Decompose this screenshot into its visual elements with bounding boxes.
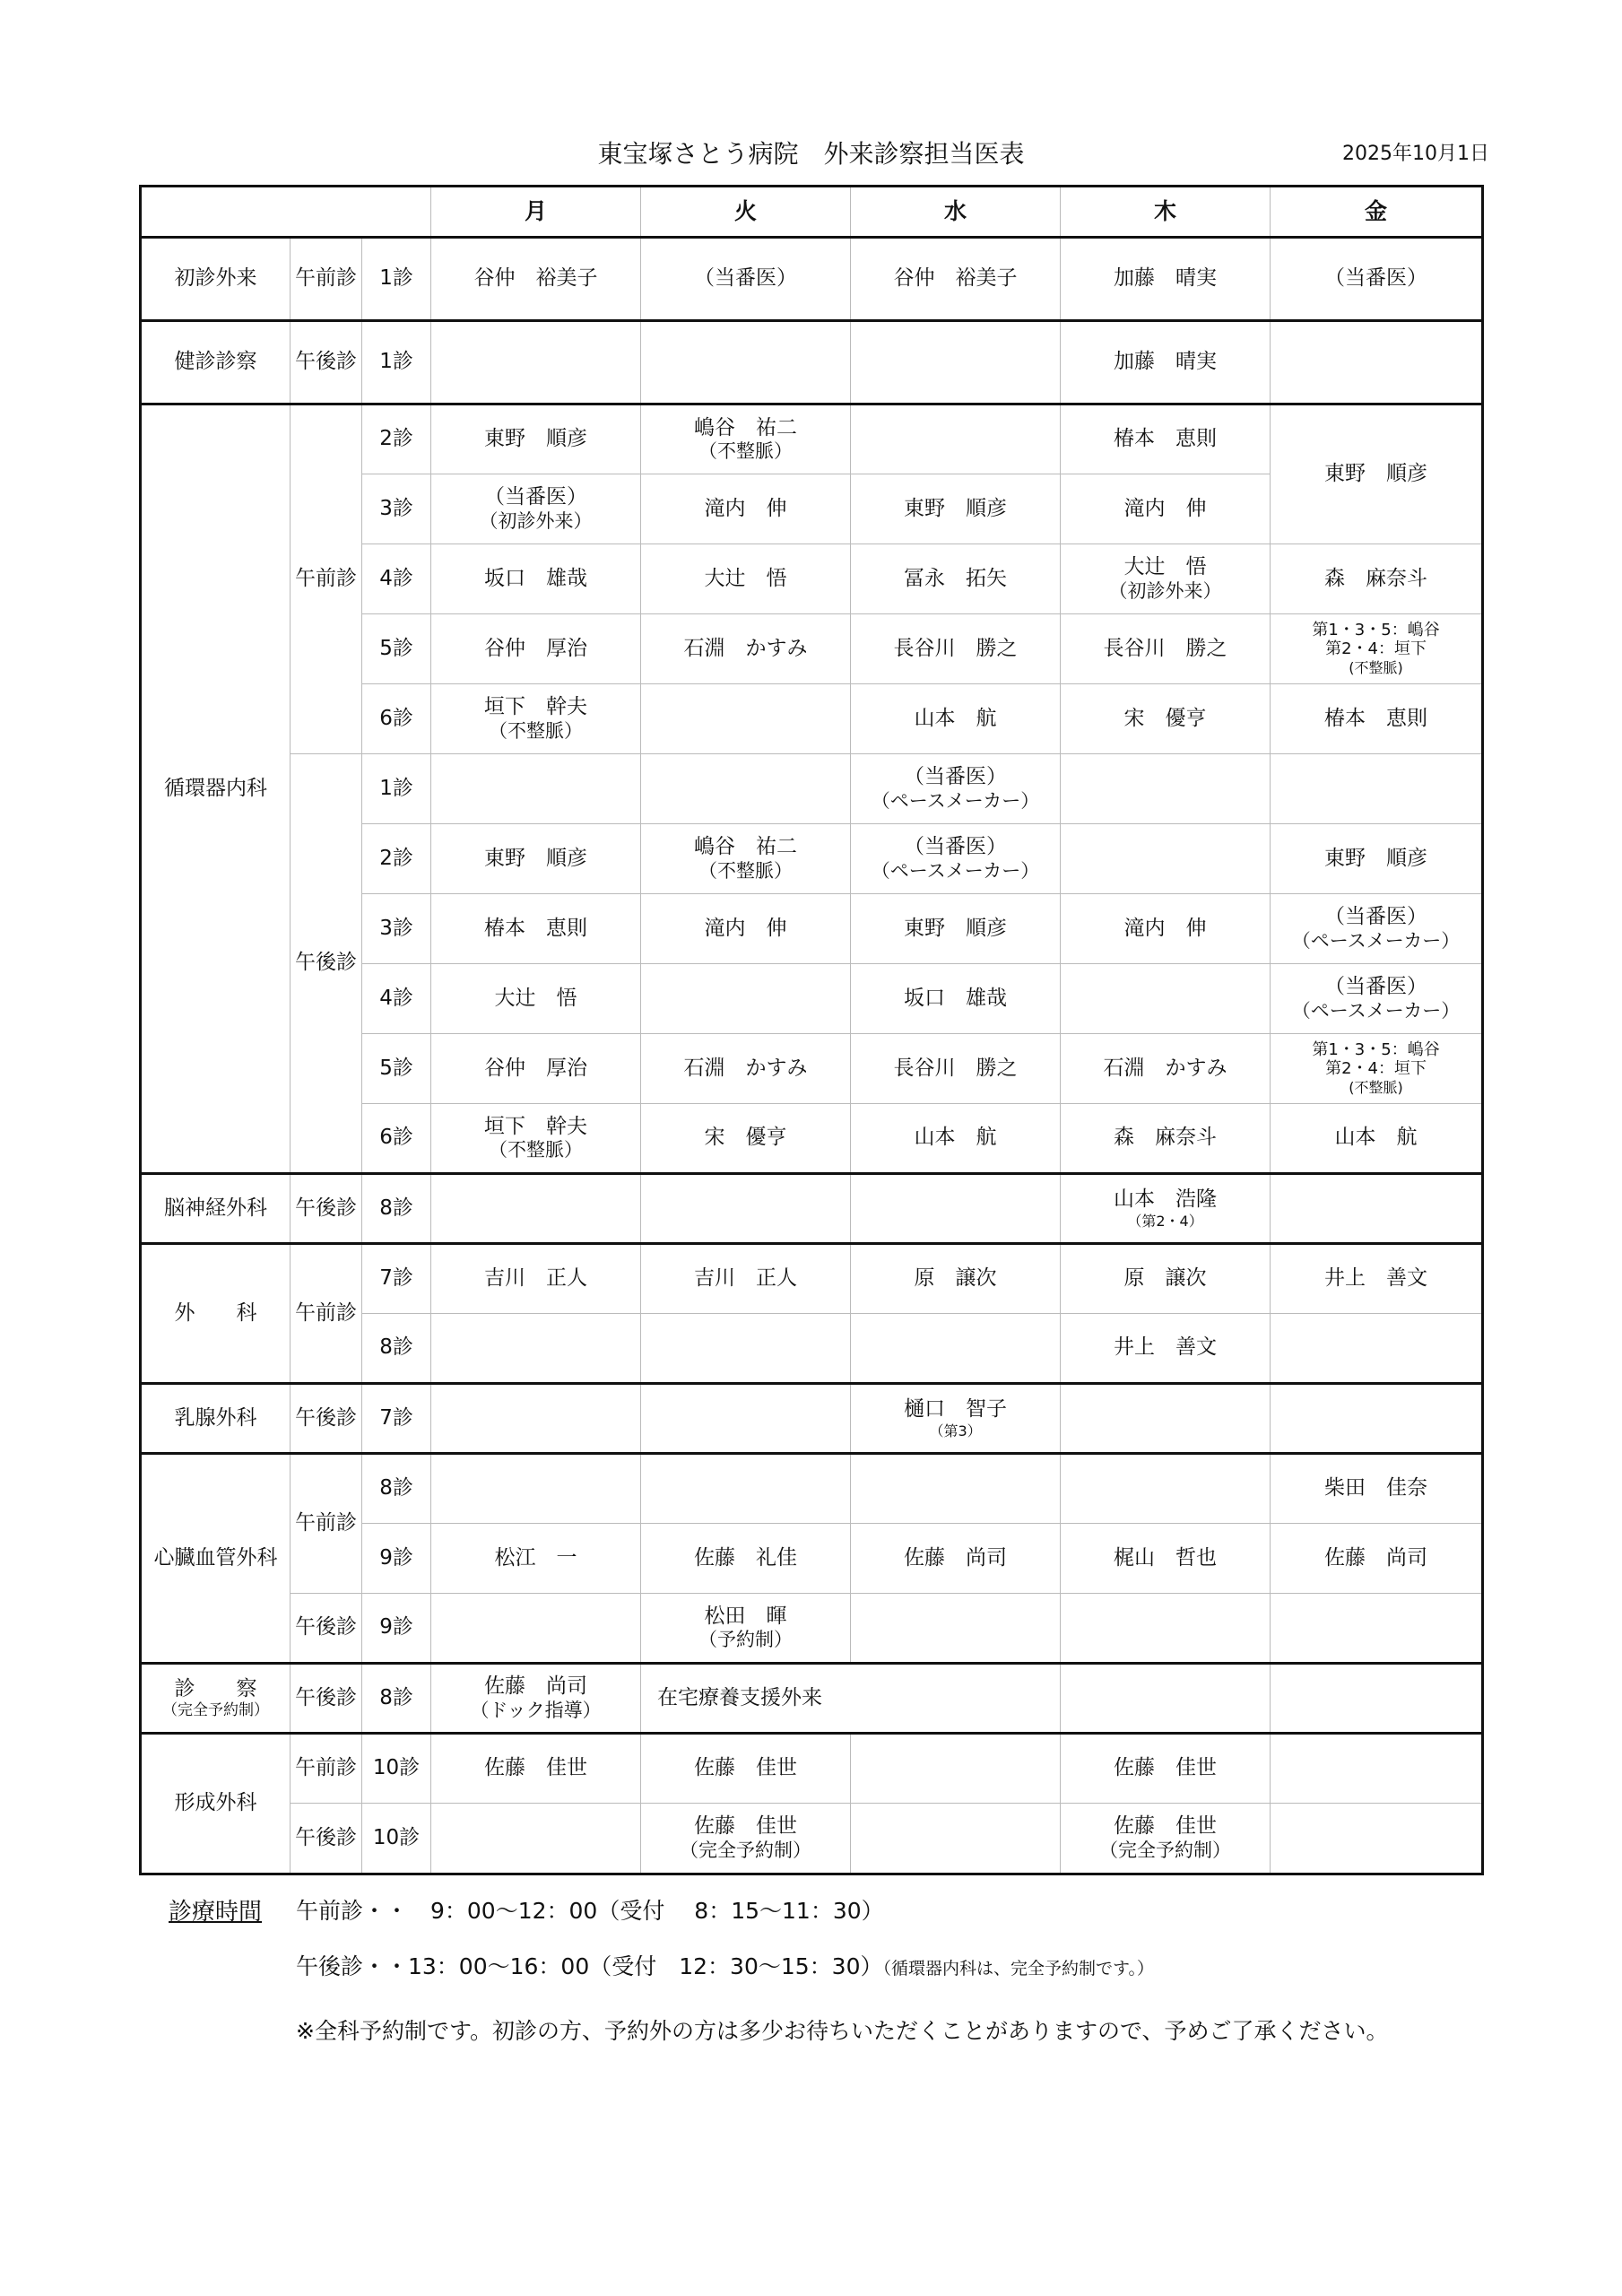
room-cell: 1診 [362,238,431,321]
doctor-cell [1061,1664,1271,1734]
time-cell: 午後診 [291,1664,362,1734]
doctor-name: 松田 暉 [704,1604,787,1628]
doctor-cell [1061,1594,1271,1664]
pm-hours-text: 午後診・・13：00～16：00（受付 12：30～15：30） [296,1953,883,1979]
footer-pm-hours [296,1949,1154,1981]
doctor-cell [431,1804,641,1874]
doctor-cell [641,1174,851,1244]
doctor-cell: 東野 順彦 [431,824,641,894]
doctor-name: 大辻 悟 [1123,555,1207,579]
doctor-cell: 滝内 伸 [1061,894,1271,964]
room-cell: 6診 [362,1104,431,1174]
doctor-name: 嶋谷 祐二 [694,835,798,859]
room-cell: 7診 [362,1384,431,1454]
doctor-cell [1271,1734,1482,1804]
doctor-cell: 佐藤 佳世 [641,1734,851,1804]
doctor-cell [1061,1384,1271,1454]
doctor-cell: （当番医） [1271,238,1482,321]
doctor-name: （当番医） [484,485,588,509]
table-row [142,238,1482,321]
doctor-cell: 大辻 悟 [641,544,851,614]
doctor-cell: 長谷川 勝之 [851,1034,1061,1104]
doctor-cell: 山本 航 [851,684,1061,754]
doctor-name: 樋口 智子 [904,1397,1008,1422]
doctor-cell: （当番医） [641,238,851,321]
doctor-cell [1271,754,1482,824]
room-cell: 9診 [362,1524,431,1594]
doctor-cell [851,1174,1061,1244]
doctor-cell [851,1454,1061,1524]
day-tue: 火 [641,187,851,238]
doctor-note: （予約制） [698,1629,794,1651]
time-cell: 午後診 [291,754,362,1174]
doctor-cell [431,684,641,754]
doctor-cell: 谷仲 裕美子 [431,238,641,321]
doctor-cell: 滝内 伸 [641,894,851,964]
rotation-note: (不整脈) [1349,658,1403,676]
dept-cell: 初診外来 [142,238,291,321]
doctor-note: （不整脈） [489,719,584,742]
room-cell: 3診 [362,894,431,964]
doctor-cell [431,1664,641,1734]
room-cell: 6診 [362,684,431,754]
doctor-cell: 柴田 佳奈 [1271,1454,1482,1524]
doctor-note: （ペースメーカー） [871,789,1040,812]
doctor-note: （完全予約制） [1099,1839,1232,1861]
table-row [142,1594,1482,1664]
doctor-cell: 坂口 雄哉 [851,964,1061,1034]
doctor-cell: 吉川 正人 [641,1244,851,1314]
time-cell: 午後診 [291,1384,362,1454]
rotation-note: 第2・4：垣下 [1325,1058,1427,1078]
time-cell: 午前診 [291,1244,362,1384]
footer-label [169,1893,262,1926]
header-row [142,187,1482,238]
doctor-note: （不整脈） [698,440,794,463]
doctor-cell [1061,544,1271,614]
doctor-cell [1271,1594,1482,1664]
doctor-cell [1061,1174,1271,1244]
table-row [142,1804,1482,1874]
doctor-note: （第2・4） [1127,1212,1203,1230]
doctor-cell: 谷仲 厚治 [431,614,641,684]
doctor-name: （当番医） [1324,905,1428,929]
doctor-name: 佐藤 佳世 [694,1814,798,1839]
doctor-cell [851,754,1061,824]
doctor-cell [1271,1804,1482,1874]
doctor-cell [641,964,851,1034]
room-cell: 5診 [362,1034,431,1104]
doctor-cell [431,474,641,544]
room-cell: 2診 [362,404,431,474]
doctor-cell [1271,1664,1482,1734]
doctor-cell: 加藤 晴実 [1061,321,1271,404]
table-row [142,1664,1482,1734]
doctor-name: 佐藤 佳世 [1114,1814,1218,1839]
doctor-cell: 佐藤 佳世 [431,1734,641,1804]
doctor-note: （第3） [929,1422,982,1439]
room-cell: 2診 [362,824,431,894]
doctor-cell: 井上 善文 [1271,1244,1482,1314]
doctor-cell [431,1454,641,1524]
issue-date: 2025年10月1日 [1342,143,1489,165]
doctor-cell: 谷仲 裕美子 [851,238,1061,321]
doctor-cell [641,404,851,474]
doctor-cell [851,824,1061,894]
time-cell: 午後診 [291,321,362,404]
rotation-note: 第2・4：垣下 [1325,639,1427,658]
room-cell: 10診 [362,1804,431,1874]
doctor-cell: 椿本 恵則 [1271,684,1482,754]
doctor-cell [851,404,1061,474]
doctor-note: （ドック指導） [470,1699,602,1721]
table-row [142,754,1482,824]
doctor-cell [1271,1034,1482,1104]
doctor-cell: 宋 優亨 [641,1104,851,1174]
doctor-cell: 原 譲次 [1061,1244,1271,1314]
doctor-cell [1061,1804,1271,1874]
doctor-cell [431,754,641,824]
rotation-note: 第1・3・5：嶋谷 [1312,621,1440,640]
doctor-cell: 宋 優亨 [1061,684,1271,754]
doctor-cell [1271,1384,1482,1454]
doctor-cell: 山本 航 [851,1104,1061,1174]
room-cell: 3診 [362,474,431,544]
room-cell: 9診 [362,1594,431,1664]
doctor-cell [851,1594,1061,1664]
doctor-cell [641,1804,851,1874]
table-row [142,321,1482,404]
doctor-cell: 滝内 伸 [1061,474,1271,544]
doctor-cell: 佐藤 礼佳 [641,1524,851,1594]
doctor-cell [1271,894,1482,964]
doctor-cell: 東野 順彦 [851,474,1061,544]
time-cell: 午後診 [291,1804,362,1874]
pm-hours-note: （循環器内科は、完全予約制です。） [882,1959,1154,1979]
doctor-name: 垣下 幹夫 [484,1114,588,1138]
schedule-table [141,187,1482,1874]
doctor-cell: 冨永 拓矢 [851,544,1061,614]
room-cell: 4診 [362,964,431,1034]
doctor-cell: 佐藤 尚司 [1271,1524,1482,1594]
doctor-name: 嶋谷 祐二 [694,415,798,439]
room-cell: 1診 [362,754,431,824]
doctor-cell [1271,1174,1482,1244]
doctor-cell [641,684,851,754]
rotation-note: 第1・3・5：嶋谷 [1312,1040,1440,1060]
time-cell: 午前診 [291,1734,362,1804]
doctor-note: （初診外来） [479,509,593,532]
doctor-cell [431,1594,641,1664]
doctor-cell: 石淵 かすみ [641,614,851,684]
doctor-cell: 大辻 悟 [431,964,641,1034]
doctor-name: 垣下 幹夫 [484,695,588,719]
doctor-note: （不整脈） [698,859,794,882]
doctor-cell [851,1384,1061,1454]
doctor-cell [851,321,1061,404]
footer-am-hours: 午前診・・ 9：00～12：00（受付 8：15～11：30） [296,1898,884,1924]
page-title: 東宝塚さとう病院 外来診察担当医表 [597,139,1025,169]
doctor-cell [431,1174,641,1244]
dept-cell: 健診診察 [142,321,291,404]
table-row [142,404,1482,474]
doctor-cell: 椿本 恵則 [1061,404,1271,474]
time-cell: 午前診 [291,238,362,321]
table-row [142,1244,1482,1314]
doctor-cell [1061,824,1271,894]
doctor-note: （不整脈） [489,1139,584,1161]
doctor-cell: 東野 順彦 [1271,824,1482,894]
doctor-cell: 山本 航 [1271,1104,1482,1174]
doctor-cell: 東野 順彦 [851,894,1061,964]
doctor-note: （ペースメーカー） [871,859,1040,882]
doctor-cell: 原 譲次 [851,1244,1061,1314]
doctor-cell: 長谷川 勝之 [851,614,1061,684]
room-cell: 8診 [362,1454,431,1524]
table-row [142,1734,1482,1804]
doctor-cell [641,1594,851,1664]
doctor-cell [851,1734,1061,1804]
room-cell: 7診 [362,1244,431,1314]
table-row [142,1454,1482,1524]
dept-cell: 形成外科 [142,1734,291,1874]
room-cell: 5診 [362,614,431,684]
doctor-cell [641,1384,851,1454]
doctor-cell: 東野 順彦 [1271,404,1482,544]
dept-cell: 外 科 [142,1244,291,1384]
doctor-cell [1271,614,1482,684]
doctor-cell: 佐藤 尚司 [851,1524,1061,1594]
doctor-cell [431,1314,641,1384]
doctor-cell: 石淵 かすみ [641,1034,851,1104]
doctor-cell: 在宅療養支援外来 [641,1664,1061,1734]
room-cell: 8診 [362,1664,431,1734]
doctor-note: （初診外来） [1108,579,1222,602]
doctor-cell [851,1314,1061,1384]
doctor-cell: 谷仲 厚治 [431,1034,641,1104]
table-row [142,1174,1482,1244]
time-cell: 午後診 [291,1594,362,1664]
rotation-note: (不整脈) [1349,1078,1403,1096]
dept-cell: 乳腺外科 [142,1384,291,1454]
doctor-cell: 加藤 晴実 [1061,238,1271,321]
time-cell: 午後診 [291,1174,362,1244]
doctor-note: （完全予約制） [680,1839,812,1861]
hours-label: 診療時間 [169,1899,263,1926]
doctor-cell: 松江 一 [431,1524,641,1594]
dept-name: 診 察 [174,1676,257,1700]
doctor-cell: 坂口 雄哉 [431,544,641,614]
room-cell: 4診 [362,544,431,614]
dept-note: （完全予約制） [162,1701,269,1720]
doctor-cell: 東野 順彦 [431,404,641,474]
doctor-cell: 井上 善文 [1061,1314,1271,1384]
day-thu: 木 [1061,187,1271,238]
dept-cell [142,1664,291,1734]
doctor-cell: 滝内 伸 [641,474,851,544]
doctor-cell: 森 麻奈斗 [1061,1104,1271,1174]
doctor-cell: 長谷川 勝之 [1061,614,1271,684]
dept-cell: 心臓血管外科 [142,1454,291,1664]
doctor-cell: 吉川 正人 [431,1244,641,1314]
doctor-cell: 森 麻奈斗 [1271,544,1482,614]
doctor-cell: 石淵 かすみ [1061,1034,1271,1104]
footer-notice: ※全科予約制です。初診の方、予約外の方は多少お待ちいただくことがありますので、予めご了承ください。 [296,2018,1389,2044]
doctor-cell [641,824,851,894]
dept-cell: 脳神経外科 [142,1174,291,1244]
doctor-cell [431,1104,641,1174]
doctor-cell [1271,964,1482,1034]
doctor-name: （当番医） [904,765,1008,789]
doctor-name: 佐藤 尚司 [484,1674,588,1699]
doctor-cell [431,1384,641,1454]
doctor-cell: 佐藤 佳世 [1061,1734,1271,1804]
doctor-cell [851,1804,1061,1874]
doctor-name: （当番医） [904,835,1008,859]
room-cell: 10診 [362,1734,431,1804]
doctor-note: （ペースメーカー） [1291,999,1461,1022]
room-cell: 8診 [362,1174,431,1244]
table-row [142,1384,1482,1454]
doctor-cell [641,321,851,404]
day-wed: 水 [851,187,1061,238]
doctor-name: （当番医） [1324,975,1428,999]
doctor-cell [641,754,851,824]
header-blank [142,187,431,238]
doctor-cell: 椿本 恵則 [431,894,641,964]
doctor-note: （ペースメーカー） [1291,929,1461,952]
time-cell: 午前診 [291,404,362,754]
room-cell: 8診 [362,1314,431,1384]
doctor-cell [641,1454,851,1524]
doctor-cell [1061,1454,1271,1524]
doctor-cell: 梶山 哲也 [1061,1524,1271,1594]
doctor-name: 山本 浩隆 [1114,1187,1218,1212]
doctor-cell [641,1314,851,1384]
day-mon: 月 [431,187,641,238]
dept-cell: 循環器内科 [142,404,291,1174]
day-fri: 金 [1271,187,1482,238]
room-cell: 1診 [362,321,431,404]
doctor-cell [1061,754,1271,824]
doctor-cell [1271,321,1482,404]
doctor-cell [431,321,641,404]
doctor-cell [1271,1314,1482,1384]
doctor-cell [1061,964,1271,1034]
time-cell: 午前診 [291,1454,362,1594]
